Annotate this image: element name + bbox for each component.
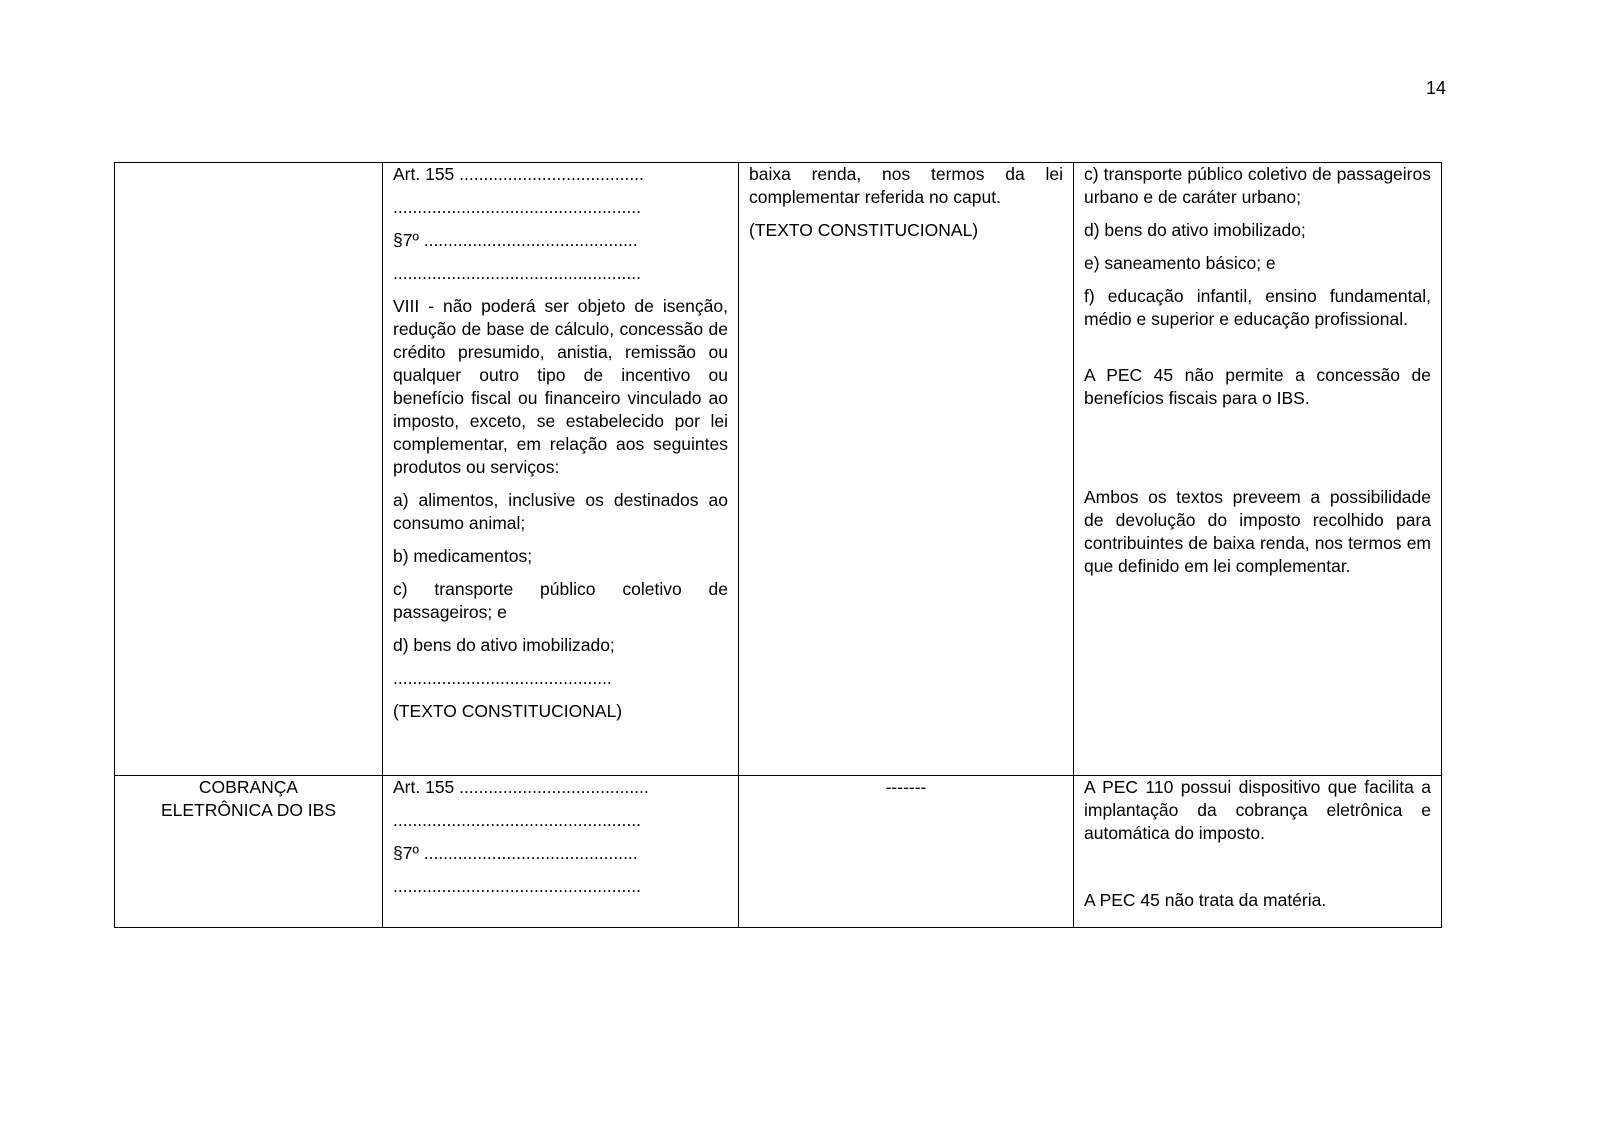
table-row xyxy=(115,163,1442,776)
article-line: Art. 155 ....................................... xyxy=(393,777,649,797)
table-row xyxy=(115,776,1442,928)
pec110-text-cell xyxy=(383,163,739,776)
item-viii: VIII - não poderá ser objeto de isenção, redução de base de cálculo, concessão de crédito presumido, anistia, remissão ou qualquer outro tipo de incentivo ou benefício fiscal ou financeiro vinculado ao imposto, exceto, se estabelecido por lei complementar, em relação aos seguintes produtos ou serviços: xyxy=(393,296,728,477)
ellipsis-line: ................................................... xyxy=(393,263,641,283)
comparison-table xyxy=(114,162,1442,928)
pec110-text-cell xyxy=(383,776,739,928)
article-line: Art. 155 ...................................... xyxy=(393,164,644,184)
pec45-text-cell xyxy=(739,163,1074,776)
ellipsis-line: ................................................... xyxy=(393,810,641,830)
topic-cell xyxy=(115,163,383,776)
item-d: d) bens do ativo imobilizado; xyxy=(393,635,615,655)
pec45-note: A PEC 45 não trata da matéria. xyxy=(1084,890,1327,910)
paragraph-line: §7º ............................................ xyxy=(393,843,638,863)
both-note: Ambos os textos preveem a possibilidade de devolução do imposto recolhido para contribuintes de baixa renda, nos termos em que definido em lei complementar. xyxy=(1084,487,1431,576)
pec45-note: A PEC 45 não permite a concessão de benefícios fiscais para o IBS. xyxy=(1084,365,1431,408)
comment-item-c: c) transporte público coletivo de passageiros urbano e de caráter urbano; xyxy=(1084,164,1431,207)
ellipsis-line: ................................................... xyxy=(393,197,641,217)
item-b: b) medicamentos; xyxy=(393,546,533,566)
empty-dash: ------- xyxy=(885,777,927,797)
pec110-note: A PEC 110 possui dispositivo que facilita a implantação da cobrança eletrônica e automática do imposto. xyxy=(1084,777,1431,843)
pec45-text: baixa renda, nos termos da lei complementar referida no caput. xyxy=(749,164,1063,207)
topic-line: COBRANÇA xyxy=(198,777,299,797)
topic-line: ELETRÔNICA DO IBS xyxy=(160,800,337,820)
comments-cell xyxy=(1074,776,1442,928)
ellipsis-line: ................................................... xyxy=(393,876,641,896)
page-number: 14 xyxy=(1426,78,1447,98)
comment-item-d: d) bens do ativo imobilizado; xyxy=(1084,220,1306,240)
topic-cell xyxy=(115,776,383,928)
pec45-text-cell xyxy=(739,776,1074,928)
comments-cell xyxy=(1074,163,1442,776)
item-a: a) alimentos, inclusive os destinados ao consumo animal; xyxy=(393,490,728,533)
comment-item-f: f) educação infantil, ensino fundamental, médio e superior e educação profissional. xyxy=(1084,286,1431,329)
ellipsis-line: ............................................. xyxy=(393,668,612,688)
source-label: (TEXTO CONSTITUCIONAL) xyxy=(749,220,979,240)
paragraph-line: §7º ............................................ xyxy=(393,230,638,250)
source-label: (TEXTO CONSTITUCIONAL) xyxy=(393,701,623,721)
comment-item-e: e) saneamento básico; e xyxy=(1084,253,1276,273)
item-c: c) transporte público coletivo de passageiros; e xyxy=(393,579,728,622)
